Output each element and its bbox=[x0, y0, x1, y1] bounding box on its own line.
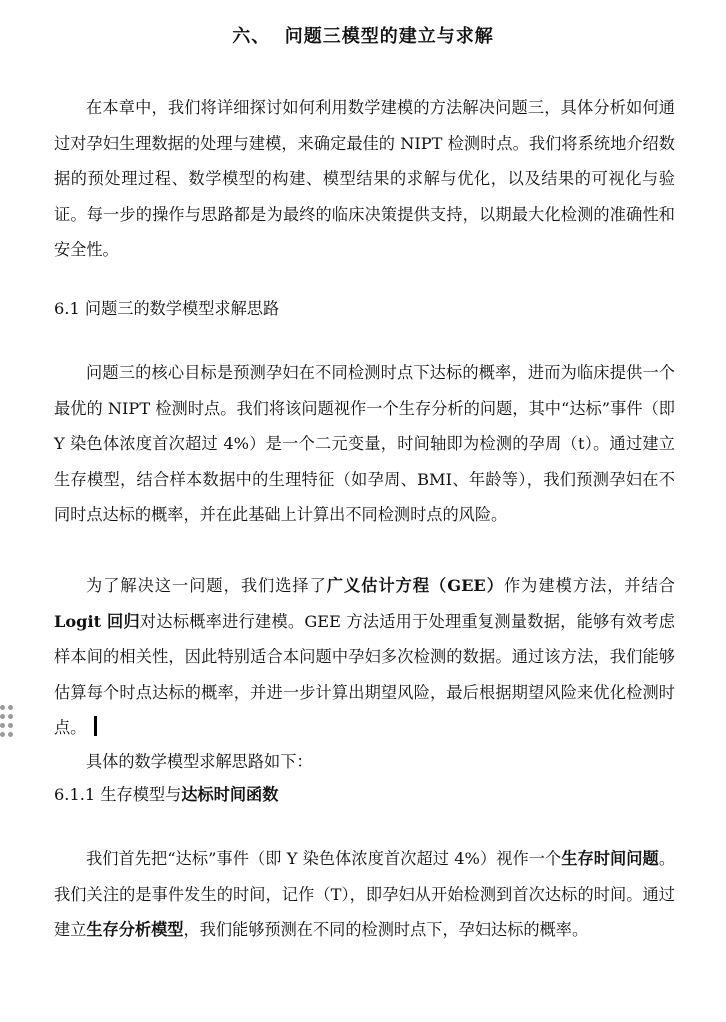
s611-text-e: ，我们能够预测在不同的检测时点下，孕妇达标的概率。 bbox=[183, 920, 589, 939]
survival-time-bold-term: 生存时间问题 bbox=[561, 849, 659, 868]
section-6-1-paragraph-3[interactable]: 具体的数学模型求解思路如下： bbox=[86, 752, 313, 771]
para2-text-a: 为了解决这一问题，我们选择了 bbox=[86, 576, 327, 595]
para2-text-c: 作为建模方法，并结合 bbox=[503, 576, 675, 595]
section-6-1-1-paragraph[interactable] bbox=[54, 841, 675, 948]
section-6-1-paragraph-1[interactable]: 问题三的核心目标是预测孕妇在不同检测时点下达标的概率，进而为临床提供一个最优的 NIPT 检测时点。我们将该问题视作一个生存分析的问题，其中“达标”事件（即 Y 染色体浓度首次超过 4%）是一个二元变量，时间轴即为检测的孕周（t）。通过建立生存模型，结合样本数据中的生理特征（如孕周、BMI、年龄等），我们预测孕妇在不同时点达标的概率，并在此基础上计算出不同检测时点的风险。 bbox=[54, 363, 675, 524]
section-6-1-paragraph-2[interactable] bbox=[54, 568, 675, 746]
gee-bold-term: 广义估计方程（GEE） bbox=[326, 576, 504, 595]
section-6-1-heading: 6.1 问题三的数学模型求解思路 bbox=[54, 299, 280, 318]
chapter-title: 六、 问题三模型的建立与求解 bbox=[232, 26, 494, 47]
text-cursor bbox=[94, 716, 97, 736]
section-6-1-1-heading bbox=[54, 783, 278, 807]
section-6-1-1-heading-bold: 达标时间函数 bbox=[181, 785, 279, 804]
survival-model-bold-term: 生存分析模型 bbox=[86, 920, 184, 939]
s611-text-a: 我们首先把“达标”事件（即 Y 染色体浓度首次超过 4%）视作一个 bbox=[86, 849, 562, 868]
logit-bold-term: Logit 回归 bbox=[54, 611, 140, 631]
section-6-1-1-heading-text: 6.1.1 生存模型与 bbox=[54, 785, 182, 804]
intro-paragraph[interactable]: 在本章中，我们将详细探讨如何利用数学建模的方法解决问题三，具体分析如何通过对孕妇生理数据的处理与建模，来确定最佳的 NIPT 检测时点。我们将系统地介绍数据的预处理过程、数学模型的构建、模型结果的求解与优化，以及结果的可视化与验证。每一步的操作与思路都是为最终的临床决策提供支持，以期最大化检测的准确性和安全性。 bbox=[54, 98, 675, 259]
drag-handle-icon[interactable] bbox=[0, 705, 14, 737]
s611-text-c: 。我们关注的是事件发生的时间，记作（T），即孕妇从开始检测到首次达标的时间。通过建立 bbox=[54, 849, 676, 939]
para2-text-e: 对达标概率进行建模。GEE 方法适用于处理重复测量数据，能够有效考虑样本间的相关性，因此特别适合本问题中孕妇多次检测的数据。通过该方法，我们能够估算每个时点达标的概率，并进一步计算出期望风险，最后根据期望风险来优化检测时点。 bbox=[54, 611, 675, 737]
